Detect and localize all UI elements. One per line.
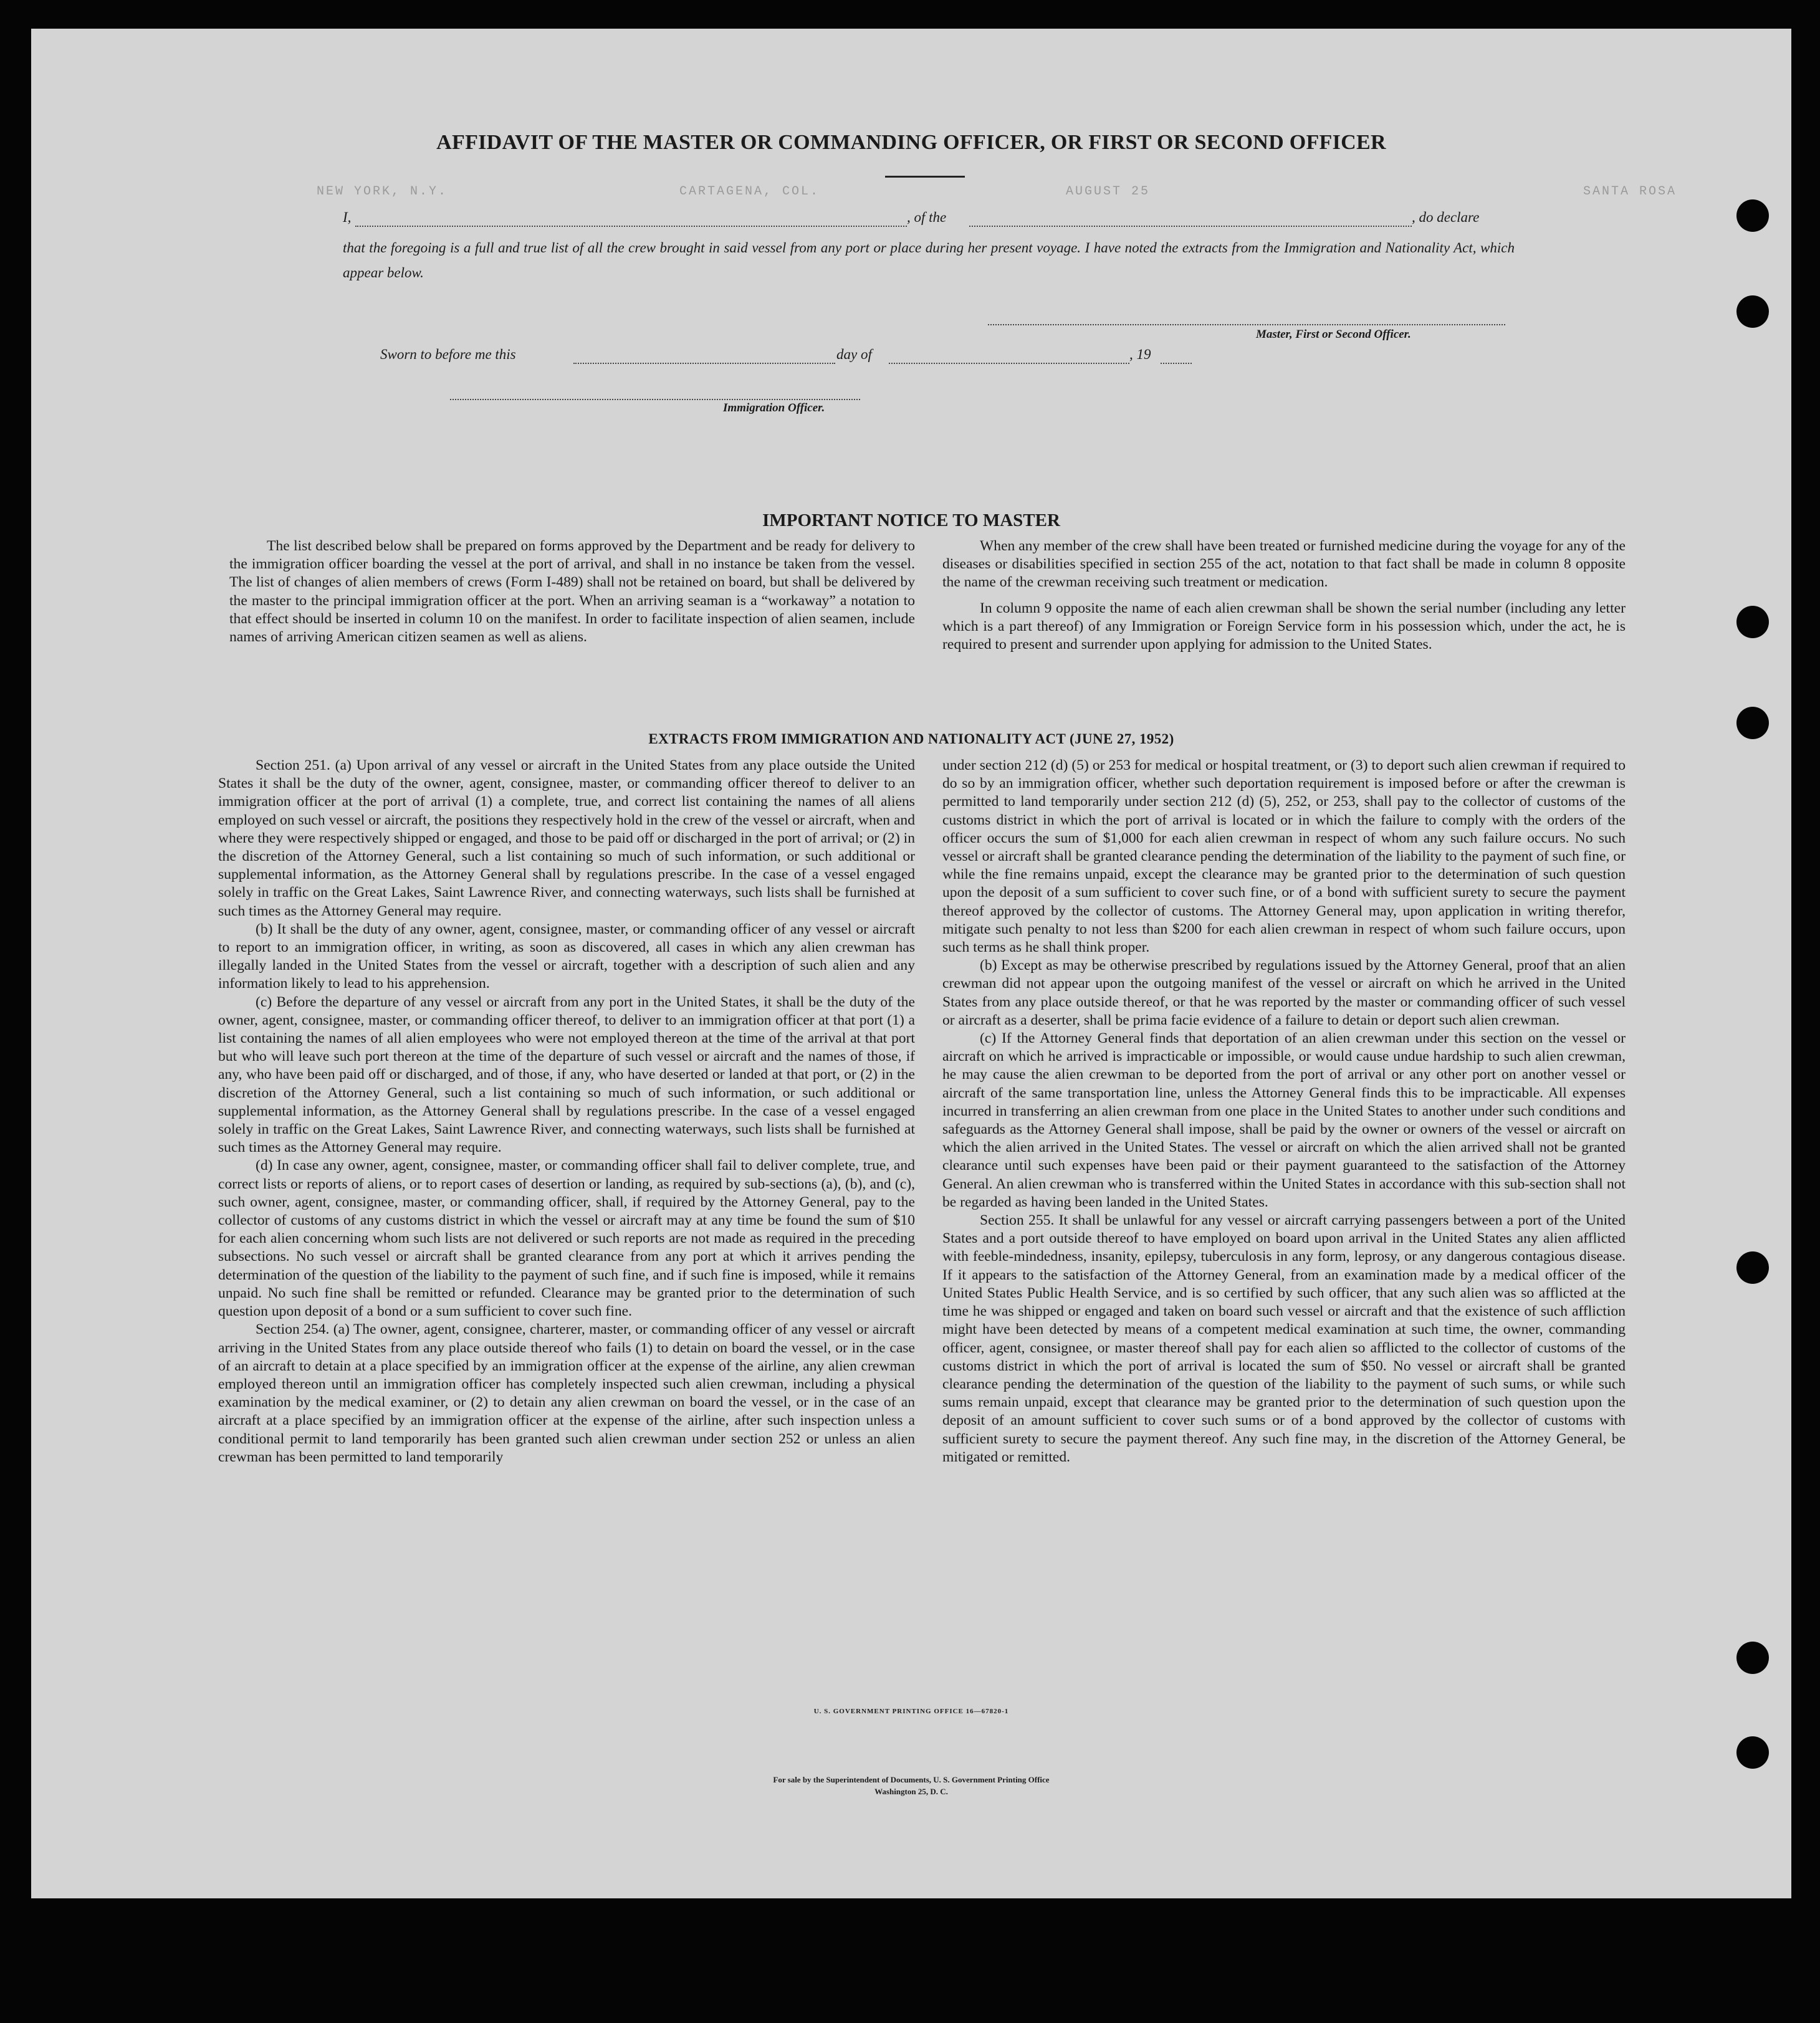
of-the-label: , of the xyxy=(907,209,947,225)
ghost-date-text: AUGUST 25 xyxy=(1066,184,1151,199)
sworn-month-field[interactable] xyxy=(889,363,1129,364)
ghost-port-text: NEW YORK, N.Y. xyxy=(317,184,448,199)
extracts-right-column xyxy=(942,757,1626,1466)
punch-hole xyxy=(1736,295,1769,328)
sworn-day-field[interactable] xyxy=(573,363,835,364)
extract-paragraph: under section 212 (d) (5) or 253 for medical or hospital treatment, or (3) to deport such alien crewman if required to do so by an immigration officer, whether such deportation requirement is imposed before or after the crewman is permitted to land temporarily under section 212 (d) (5), 252, or 253, shall pay to the collector of customs of the customs district in which the port of arrival is located or in which the failure to comply with the orders of the officer occurs the sum of $1,000 for each alien crewman in respect of whom any such failure occurs. No such vessel or aircraft shall be granted clearance pending the determination of the liability to the payment of such fine, or while the fine remains unpaid, except the clearance may be granted prior to the determination of such question upon the deposit of a sum sufficient to cover such fine, or of a bond with sufficient surety to secure the payment thereof approved by the collector of customs. The Attorney General may, upon application in writing therefor, mitigate such penalty to not less than $200 for each alien crewman in respect of whom such failure occurs, upon such terms as he shall think proper. xyxy=(942,757,1626,956)
affidavit-statement: that the foregoing is a full and true list of all the crew brought in said vessel from any port or place during her present voyage. I have noted the extracts from the Immigration and Nationality Act, which appear below. xyxy=(343,240,1515,280)
extract-paragraph: (c) If the Attorney General finds that deportation of an alien crewman under this section on the vessel or aircraft on which he arrived is impracticable or impossible, or would cause undue hardship to such alien crewman, he may cause the alien crewman to be deported from the port of arrival or any other port on another vessel or aircraft of the same transportation line, unless the Attorney General finds this to be impracticable. All expenses incurred in transferring an alien crewman from one place in the United States to another under such conditions and safeguards as the Attorney General shall impose, shall be paid by the owner or owners of the vessel or aircraft on which the alien arrived in the United States. The vessel or aircraft on which the alien arrived shall not be granted clearance until such expenses have been paid or their payment guaranteed to the satisfaction of the Attorney General. An alien crewman who is transferred within the United States in accordance with this sub-section shall not be regarded as having been landed in the United States. xyxy=(942,1030,1626,1210)
sale-line-2: Washington 25, D. C. xyxy=(874,1787,948,1796)
vessel-name-field[interactable] xyxy=(969,226,1412,227)
extracts-left-column xyxy=(218,757,915,1466)
ghost-origin-text: CARTAGENA, COL. xyxy=(679,184,820,199)
affidavit-title: AFFIDAVIT OF THE MASTER OR COMMANDING OFFICER, OR FIRST OR SECOND OFFICER xyxy=(436,131,1386,154)
notice-paragraph: In column 9 opposite the name of each alien crewman shall be shown the serial number (including any letter which is a part thereof) of any Immigration or Foreign Service form in his possession which, under the act, he is required to present and surrender upon applying for admission to the United States. xyxy=(942,600,1626,653)
officer-caption: Immigration Officer. xyxy=(723,401,825,414)
notice-paragraph: When any member of the crew shall have been treated or furnished medicine during the voyage for any of the diseases or disabilities specified in section 255 of the act, notation to that fact shall be made in column 8 opposite the name of the crewman receiving such treatment or medication. xyxy=(942,538,1626,591)
title-rule xyxy=(885,176,965,178)
notice-left-column xyxy=(229,537,915,646)
affiant-name-field[interactable] xyxy=(355,226,907,227)
extract-paragraph: (b) Except as may be otherwise prescribed by regulations issued by the Attorney General, proof that an alien crewman did not appear upon the outgoing manifest of the vessel or aircraft on which he arrived in the United States from any place outside thereof, or that he was reported by the master or commanding officer of such vessel or aircraft as a deserter, shall be prima facie evidence of a failure to detain or deport such alien crewman. xyxy=(942,957,1626,1028)
master-signature-field[interactable] xyxy=(988,324,1505,325)
declare-label: , do declare xyxy=(1412,209,1480,225)
notice-right-column xyxy=(942,537,1626,654)
punch-hole xyxy=(1736,606,1769,638)
sworn-year-field[interactable] xyxy=(1161,363,1192,364)
extract-paragraph: Section 255. It shall be unlawful for any vessel or aircraft carrying passengers between a port of the United States and a port outside thereof to have employed on board upon arrival in the United States any alien afflicted with feeble-mindedness, insanity, epilepsy, tuberculosis in any form, leprosy, or any dangerous contagious disease. If it appears to the satisfaction of the Attorney General, from an examination made by a medical officer of the United States Public Health Service, and is so certified by such officer, that any such alien was so afflicted at the time he was shipped or engaged and taken on board such vessel or aircraft and that the existence of such affliction might have been detected by means of a competent medical examination at such time, the owner, commanding officer, agent, consignee, or master thereof shall pay for each alien so afflicted to the collector of customs of the customs district in which the port of arrival is located the sum of $50. No vessel or aircraft shall be granted clearance pending the determination of the question of the liability to the payment of such sums, or while such sums remain unpaid, except that clearance may be granted prior to the determination of such question upon the deposit of an amount sufficient to cover such sums or of a bond approved by the collector of customs with sufficient surety to secure the payment thereof. Any such fine may, in the discretion of the Attorney General, be mitigated or remitted. xyxy=(942,1212,1626,1465)
sworn-label: Sworn to before me this xyxy=(380,347,516,362)
punch-hole xyxy=(1736,1251,1769,1284)
affiant-label: I, xyxy=(343,209,352,225)
sale-line-1: For sale by the Superintendent of Documents, U. S. Government Printing Office xyxy=(773,1775,1050,1784)
extract-paragraph: (c) Before the departure of any vessel or aircraft from any port in the United States, it shall be the duty of the owner, agent, consignee, master, or commanding officer thereof, to deliver to an immigration officer at that port (1) a list containing the names of all alien employees who were not employed thereon at the time of the arrival at that port but who will leave such port thereon at the time of the departure of such vessel or aircraft and the names of those, if any, who have been paid off or discharged, and of those, if any, who have deserted or landed at that port, or (2) in the discretion of the Attorney General, such a list containing so much of such information, or such additional or supplemental information, as the Attorney General shall by regulations prescribe. In the case of a vessel engaged solely in traffic on the Great Lakes, Saint Lawrence River, and connecting waterways, such lists shall be furnished at such times as the Attorney General may require. xyxy=(218,993,915,1156)
punch-hole xyxy=(1736,1736,1769,1769)
notice-paragraph: The list described below shall be prepared on forms approved by the Department and be ready for delivery to the immigration officer boarding the vessel at the port of arrival, and shall in no instance be taken from the vessel. The list of changes of alien members of crews (Form I-489) shall not be retained on board, but shall be delivered by the master to the principal immigration officer at the port. When an arriving seaman is a “workaway” a notation to that effect should be inserted in column 10 on the manifest. In order to facilitate inspection of alien seamen, include names of arriving American citizen seamen as well as aliens. xyxy=(229,538,915,646)
punch-hole xyxy=(1736,199,1769,232)
extract-paragraph: Section 254. (a) The owner, agent, consignee, charterer, master, or commanding officer of any vessel or aircraft arriving in the United States from any place outside thereof who fails (1) to detain on board the vessel, or in the case of an aircraft to detain at a place specified by an immigration officer at the expense of the airline, any alien crewman employed thereon until an immigration officer has completely inspected such alien crewman, including a physical examination by the medical examiner, or (2) to detain any alien crewman on board the vessel, or in the case of an aircraft at a place specified by an immigration officer at the expense of the airline, after such inspection unless a conditional permit to land temporarily has been granted such alien crewman under section 252 or unless an alien crewman has been permitted to land temporarily xyxy=(218,1321,915,1465)
punch-hole xyxy=(1736,1642,1769,1674)
day-of-label: day of xyxy=(836,347,872,362)
extract-paragraph: Section 251. (a) Upon arrival of any vessel or aircraft in the United States from any place outside the United States it shall be the duty of the owner, agent, consignee, master, or commanding officer thereof to deliver to an immigration officer at the port of arrival (1) a complete, true, and correct list containing the names of all aliens employed on such vessel or aircraft, the positions they respectively hold in the crew of the vessel or aircraft, when and where they were respectively shipped or engaged, and those to be paid off or discharged in the port of arrival; or (2) in the discretion of the Attorney General, such a list containing so much of such information, or such additional or supplemental information, as the Attorney General shall by regulations prescribe. In the case of a vessel engaged solely in traffic on the Great Lakes, Saint Lawrence River, and connecting waterways, such lists shall be furnished at such times as the Attorney General may require. xyxy=(218,757,915,919)
document-page xyxy=(31,29,1791,1898)
year-label: , 19 xyxy=(1129,347,1151,362)
master-caption: Master, First or Second Officer. xyxy=(1256,328,1411,341)
extract-paragraph: (d) In case any owner, agent, consignee, master, or commanding officer shall fail to deliver complete, true, and correct lists or reports of aliens, or to report cases of desertion or landing, as required by sub-sections (a), (b), and (c), such owner, agent, consignee, master, or commanding officer, shall, if required by the Attorney General, pay to the collector of customs of any customs district in which the vessel or aircraft may at any time be found the sum of $10 for each alien concerning whom such lists are not delivered or such reports are not made as required in the preceding subsections. No such vessel or aircraft shall be granted clearance from any port at which it arrives pending the determination of the question of the liability to the payment of such fine, and if such fine is imposed, while it remains unpaid. No such fine shall be remitted or refunded. Clearance may be granted prior to the determination of such question upon deposit of a bond or a sum sufficient to cover such fine. xyxy=(218,1157,915,1320)
extracts-title: EXTRACTS FROM IMMIGRATION AND NATIONALITY ACT (JUNE 27, 1952) xyxy=(648,731,1174,747)
officer-signature-field[interactable] xyxy=(450,399,860,400)
ghost-vessel-text: SANTA ROSA xyxy=(1583,184,1677,199)
extract-paragraph: (b) It shall be the duty of any owner, agent, consignee, master, or commanding officer of any vessel or aircraft to report to an immigration officer, in writing, as soon as discovered, all cases in which any alien crewman has illegally landed in the United States from the vessel or aircraft, together with a description of such alien and any information likely to lead to his apprehension. xyxy=(218,921,915,992)
printer-line: U. S. GOVERNMENT PRINTING OFFICE 16—67820-1 xyxy=(813,1708,1009,1715)
notice-title: IMPORTANT NOTICE TO MASTER xyxy=(762,510,1060,530)
